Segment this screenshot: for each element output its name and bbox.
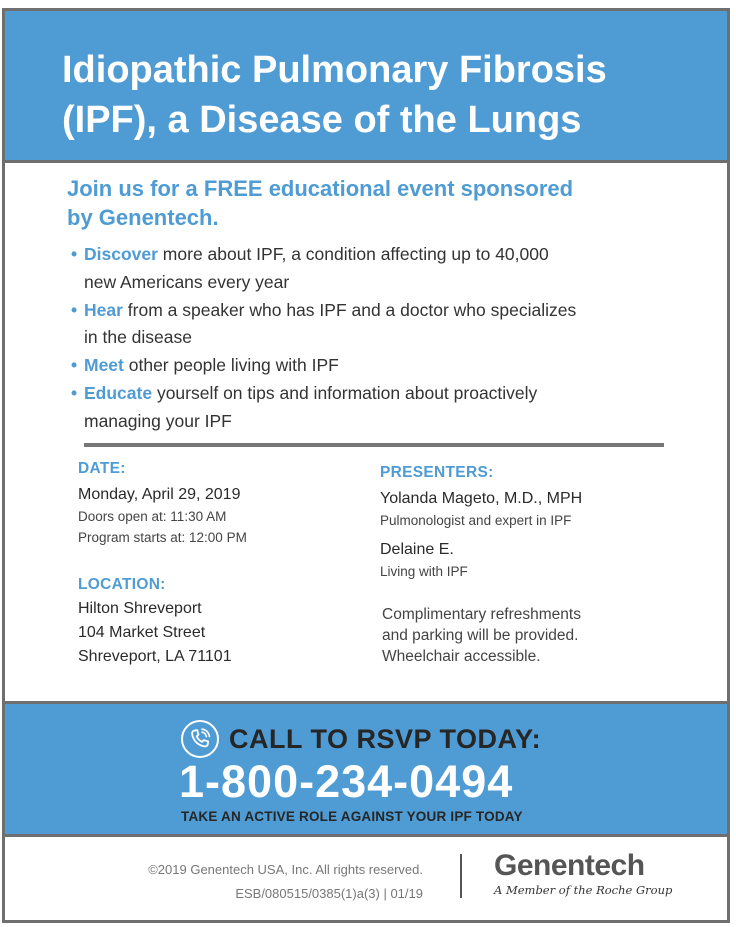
presenter-role: Living with IPF	[380, 564, 468, 579]
bullet-text: more about IPF, a condition affecting up to 40,000	[157, 244, 549, 264]
phone-icon	[181, 720, 219, 758]
presenters-label: PRESENTERS:	[380, 464, 494, 481]
list-item	[68, 380, 688, 435]
bullet-text: from a speaker who has IPF and a doctor who specializes	[122, 299, 577, 320]
location-section	[78, 576, 358, 669]
presenter-name: Yolanda Mageto, M.D., MPH	[380, 490, 583, 507]
program-time: Program starts at: 12:00 PM	[78, 530, 247, 545]
intro-heading	[67, 174, 667, 232]
presenter-role: Pulmonologist and expert in IPF	[380, 513, 572, 528]
presenter-entry	[380, 487, 680, 531]
bullet-dot: •	[71, 355, 78, 375]
title-line-2: (IPF), a Disease of the Lungs	[62, 99, 582, 141]
rsvp-heading: CALL TO RSVP TODAY:	[229, 723, 542, 754]
flyer-frame	[2, 8, 730, 923]
notes-line-3: Wheelchair accessible.	[382, 648, 541, 665]
venue-city: Shreveport, LA 71101	[78, 648, 232, 665]
header-banner	[5, 11, 727, 163]
bullet-keyword: Hear	[84, 299, 123, 320]
intro-line-2: by Genentech.	[67, 205, 219, 230]
event-notes	[382, 604, 682, 667]
bullet-keyword: Discover	[84, 244, 158, 264]
brand-name: Genentech	[494, 849, 645, 882]
intro-line-1: Join us for a FREE educational event sponsored	[67, 176, 574, 201]
bullet-text-cont: in the disease	[84, 327, 192, 347]
bullet-text: other people living with IPF	[123, 355, 339, 375]
rsvp-tagline: TAKE AN ACTIVE ROLE AGAINST YOUR IPF TODAY	[181, 809, 523, 824]
rsvp-heading-row	[181, 719, 541, 759]
list-item	[68, 352, 688, 380]
bullet-text-cont: managing your IPF	[84, 410, 232, 431]
document-code: ESB/080515/0385(1)a(3) | 01/19	[235, 886, 423, 901]
list-item	[68, 241, 688, 296]
copyright-text: ©2019 Genentech USA, Inc. All rights reserved.	[148, 862, 423, 877]
list-item	[68, 297, 688, 352]
bullet-text-cont: new Americans every year	[84, 271, 290, 292]
event-date: Monday, April 29, 2019	[78, 486, 241, 503]
notes-line-2: and parking will be provided.	[382, 627, 579, 644]
page-title	[62, 45, 712, 145]
bullet-dot: •	[71, 244, 78, 264]
benefit-list	[68, 241, 688, 436]
rsvp-banner	[5, 701, 727, 837]
legal-text	[148, 858, 423, 906]
bullet-keyword: Meet	[84, 355, 124, 375]
date-section	[78, 460, 358, 548]
location-label: LOCATION:	[78, 576, 166, 593]
venue-street: 104 Market Street	[78, 624, 206, 641]
date-label: DATE:	[78, 460, 126, 477]
brand-logo	[494, 849, 672, 897]
notes-line-1: Complimentary refreshments	[382, 606, 581, 623]
presenters-section	[380, 464, 680, 589]
title-line-1: Idiopathic Pulmonary Fibrosis	[62, 49, 607, 91]
presenter-name: Delaine E.	[380, 541, 454, 558]
doors-time: Doors open at: 11:30 AM	[78, 509, 227, 524]
bullet-dot: •	[71, 299, 78, 320]
bullet-dot: •	[71, 383, 78, 403]
presenter-entry	[380, 538, 680, 582]
footer-divider	[460, 854, 462, 898]
venue-name: Hilton Shreveport	[78, 600, 202, 617]
rsvp-phone-number: 1-800-234-0494	[179, 756, 514, 807]
bullet-keyword: Educate	[84, 383, 153, 403]
section-divider	[84, 443, 664, 447]
brand-tagline: A Member of the Roche Group	[494, 883, 673, 897]
bullet-text: yourself on tips and information about proactively	[152, 383, 538, 403]
